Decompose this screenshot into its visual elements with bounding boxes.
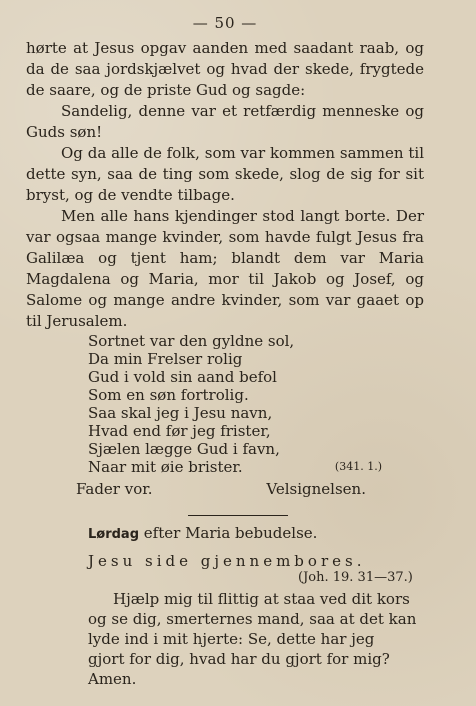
poem-line-text: Sjælen lægge Gud i favn, [88,440,280,458]
hymn-reference: (341. 1.) [334,460,382,473]
prayer-line: lyde ind i mit hjerte: Se, dette har jeg [88,630,375,648]
paragraph-1: hørte at Jesus opgav aanden med saadant raab, og da de saa jordskjælvet og hvad der skede, frygtede de saare, og de priste Gud og sagde: [26,39,424,99]
poem-line [88,386,388,404]
poem-line [88,404,388,422]
prayer-row [76,479,366,499]
prayer-line: Amen. [88,670,137,688]
page-number: — 50 — [192,14,258,32]
poem-line [88,458,388,476]
section-subtitle: efter Maria bebudelse. [143,524,318,542]
poem-line-text: Saa skal jeg i Jesu navn, [88,404,273,422]
paragraph-3: Og da alle de folk, som var kommen sammen til dette syn, saa de ting som skede, slog de sig for sit bryst, og de vendte tilbage. [26,144,424,204]
paragraph-2: Sandelig, denne var et retfærdig menneske og Guds søn! [26,102,424,141]
poem-line [88,332,388,350]
prayer-line: og se dig, smerternes mand, saa at det kan [88,610,417,628]
prayer-line: Hjælp mig til flittig at staa ved dit kors [113,590,410,608]
section-heading [88,524,424,544]
section-title: Jesu side gjennembores. [88,552,366,570]
fader-vor-label: Fader vor. [76,480,153,498]
poem-line-text: Gud i vold sin aand befol [88,368,277,386]
poem-line [88,368,388,386]
poem-line [88,422,388,440]
poem-line-text: Hvad end før jeg frister, [88,422,271,440]
poem-line-text: Sortnet var den gyldne sol, [88,332,295,350]
section-day: Lørdag [88,527,140,542]
poem-line-text: Som en søn fortrolig. [88,386,249,404]
poem-line [88,440,388,458]
velsignelsen-label: Velsignelsen. [266,480,366,498]
poem-line-text: Naar mit øie brister. [88,458,243,476]
hymn-verse [88,332,388,476]
poem-line-text: Da min Frelser rolig [88,350,243,368]
paragraph-4: Men alle hans kjendinger stod langt borte. Der var ogsaa mange kvinder, som havde fulgt Jesus fra Galilæa og tjent ham; blandt dem var Maria Magdalena og Maria, mor til Jakob og Josef, og Salome og mange andre kvinder, som var gaaet op til Jerusalem. [26,207,424,330]
prayer-line: gjort for dig, hvad har du gjort for mig? [88,650,390,668]
scripture-reference: (Joh. 19. 31—37.) [298,570,413,585]
section-divider [188,515,288,516]
poem-line [88,350,388,368]
